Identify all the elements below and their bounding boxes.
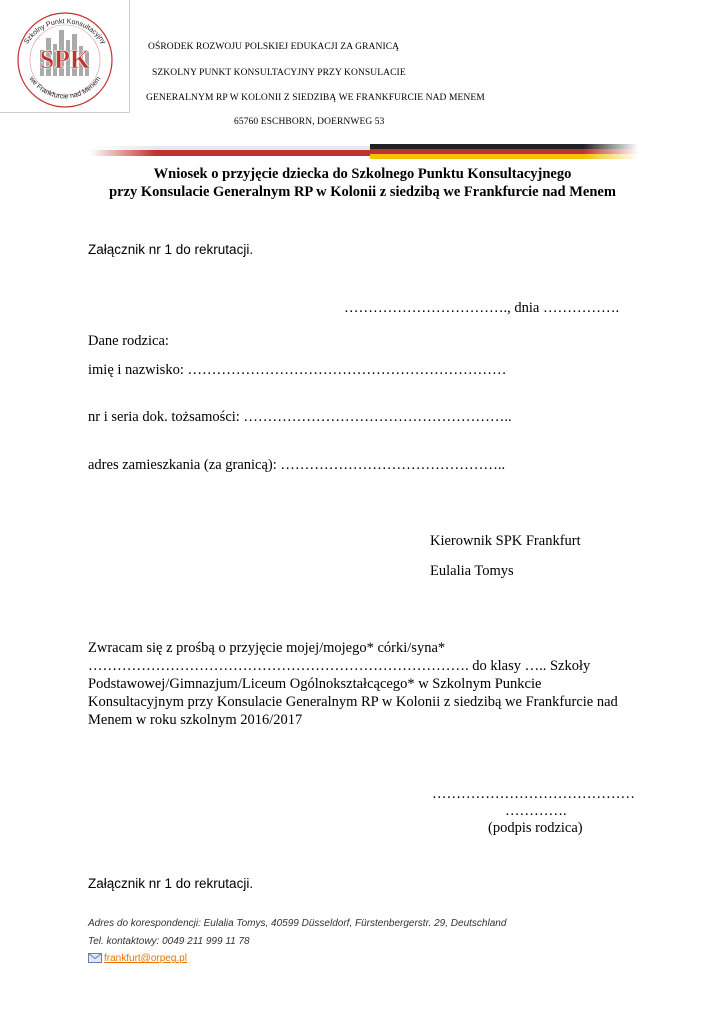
- recipient-title: Kierownik SPK Frankfurt: [430, 533, 581, 549]
- spk-logo-graphic: [0, 0, 129, 112]
- header-line-2: SZKOLNY PUNKT KONSULTACYJNY PRZY KONSULACIE: [152, 68, 406, 78]
- document-title-line-1: Wniosek o przyjęcie dziecka do Szkolnego Punktu Konsultacyjnego: [153, 166, 572, 182]
- signature-dots-2: ………….: [505, 803, 567, 819]
- request-text-4: Konsultacyjnym przy Konsulacie Generalnym RP w Kolonii z siedzibą we Frankfurcie nad: [88, 694, 618, 710]
- flag-stripe-graphic: [90, 140, 638, 162]
- attachment-note-bottom: Załącznik nr 1 do rekrutacji.: [88, 876, 254, 891]
- parent-id-field: nr i seria dok. tożsamości: ………………………………………………..: [88, 409, 512, 425]
- logo-initials: SPK: [39, 45, 91, 74]
- envelope-icon: [88, 950, 102, 960]
- document-title-line-2: przy Konsulacie Generalnym RP w Kolonii z siedzibą we Frankfurcie nad Menem: [109, 184, 616, 200]
- attachment-note: Załącznik nr 1 do rekrutacji.: [88, 242, 254, 257]
- footer-address: Adres do korespondencji: Eulalia Tomys, 40599 Düsseldorf, Fürstenbergerstr. 29, Deutschland: [88, 918, 507, 929]
- logo-ring-top: Szkolny Punkt Konsultacyjny: [23, 18, 107, 46]
- request-text-2: ……………………………………………………………………. do klasy ….. Szkoły: [88, 658, 591, 674]
- request-text-3: Podstawowej/Gimnazjum/Liceum Ogólnokształcącego* w Szkolnym Punkcie: [88, 676, 542, 692]
- signature-label: (podpis rodzica): [488, 820, 583, 836]
- header-line-1: OŚRODEK ROZWOJU POLSKIEJ EDUKACJI ZA GRANICĄ: [148, 42, 400, 52]
- parent-name-field: imię i nazwisko: …………………………………………………………: [88, 362, 507, 378]
- request-text-5: Menem w roku szkolnym 2016/2017: [88, 712, 303, 728]
- parent-address-field: adres zamieszkania (za granicą): ………………………………………..: [88, 457, 506, 473]
- request-text-1: Zwracam się z prośbą o przyjęcie mojej/mojego* córki/syna*: [88, 640, 446, 656]
- svg-text:we Frankfurcie nad Menem: [27, 75, 103, 101]
- logo-ring-bottom: we Frankfurcie nad Menem: [27, 75, 103, 101]
- date-line: ……………………………., dnia …………….: [344, 300, 620, 316]
- parent-data-heading: Dane rodzica:: [88, 333, 169, 349]
- header-line-3: GENERALNYM RP W KOLONII Z SIEDZIBĄ WE FRANKFURCIE NAD MENEM: [146, 93, 485, 103]
- footer-phone: Tel. kontaktowy: 0049 211 999 11 78: [88, 936, 250, 947]
- signature-dots-1: ……………………………………: [432, 786, 635, 802]
- spk-logo: [0, 0, 130, 113]
- header-line-4: 65760 ESCHBORN, DOERNWEG 53: [234, 117, 385, 127]
- recipient-name: Eulalia Tomys: [430, 563, 514, 579]
- footer-email-link[interactable]: frankfurt@orpeg.pl: [104, 953, 187, 964]
